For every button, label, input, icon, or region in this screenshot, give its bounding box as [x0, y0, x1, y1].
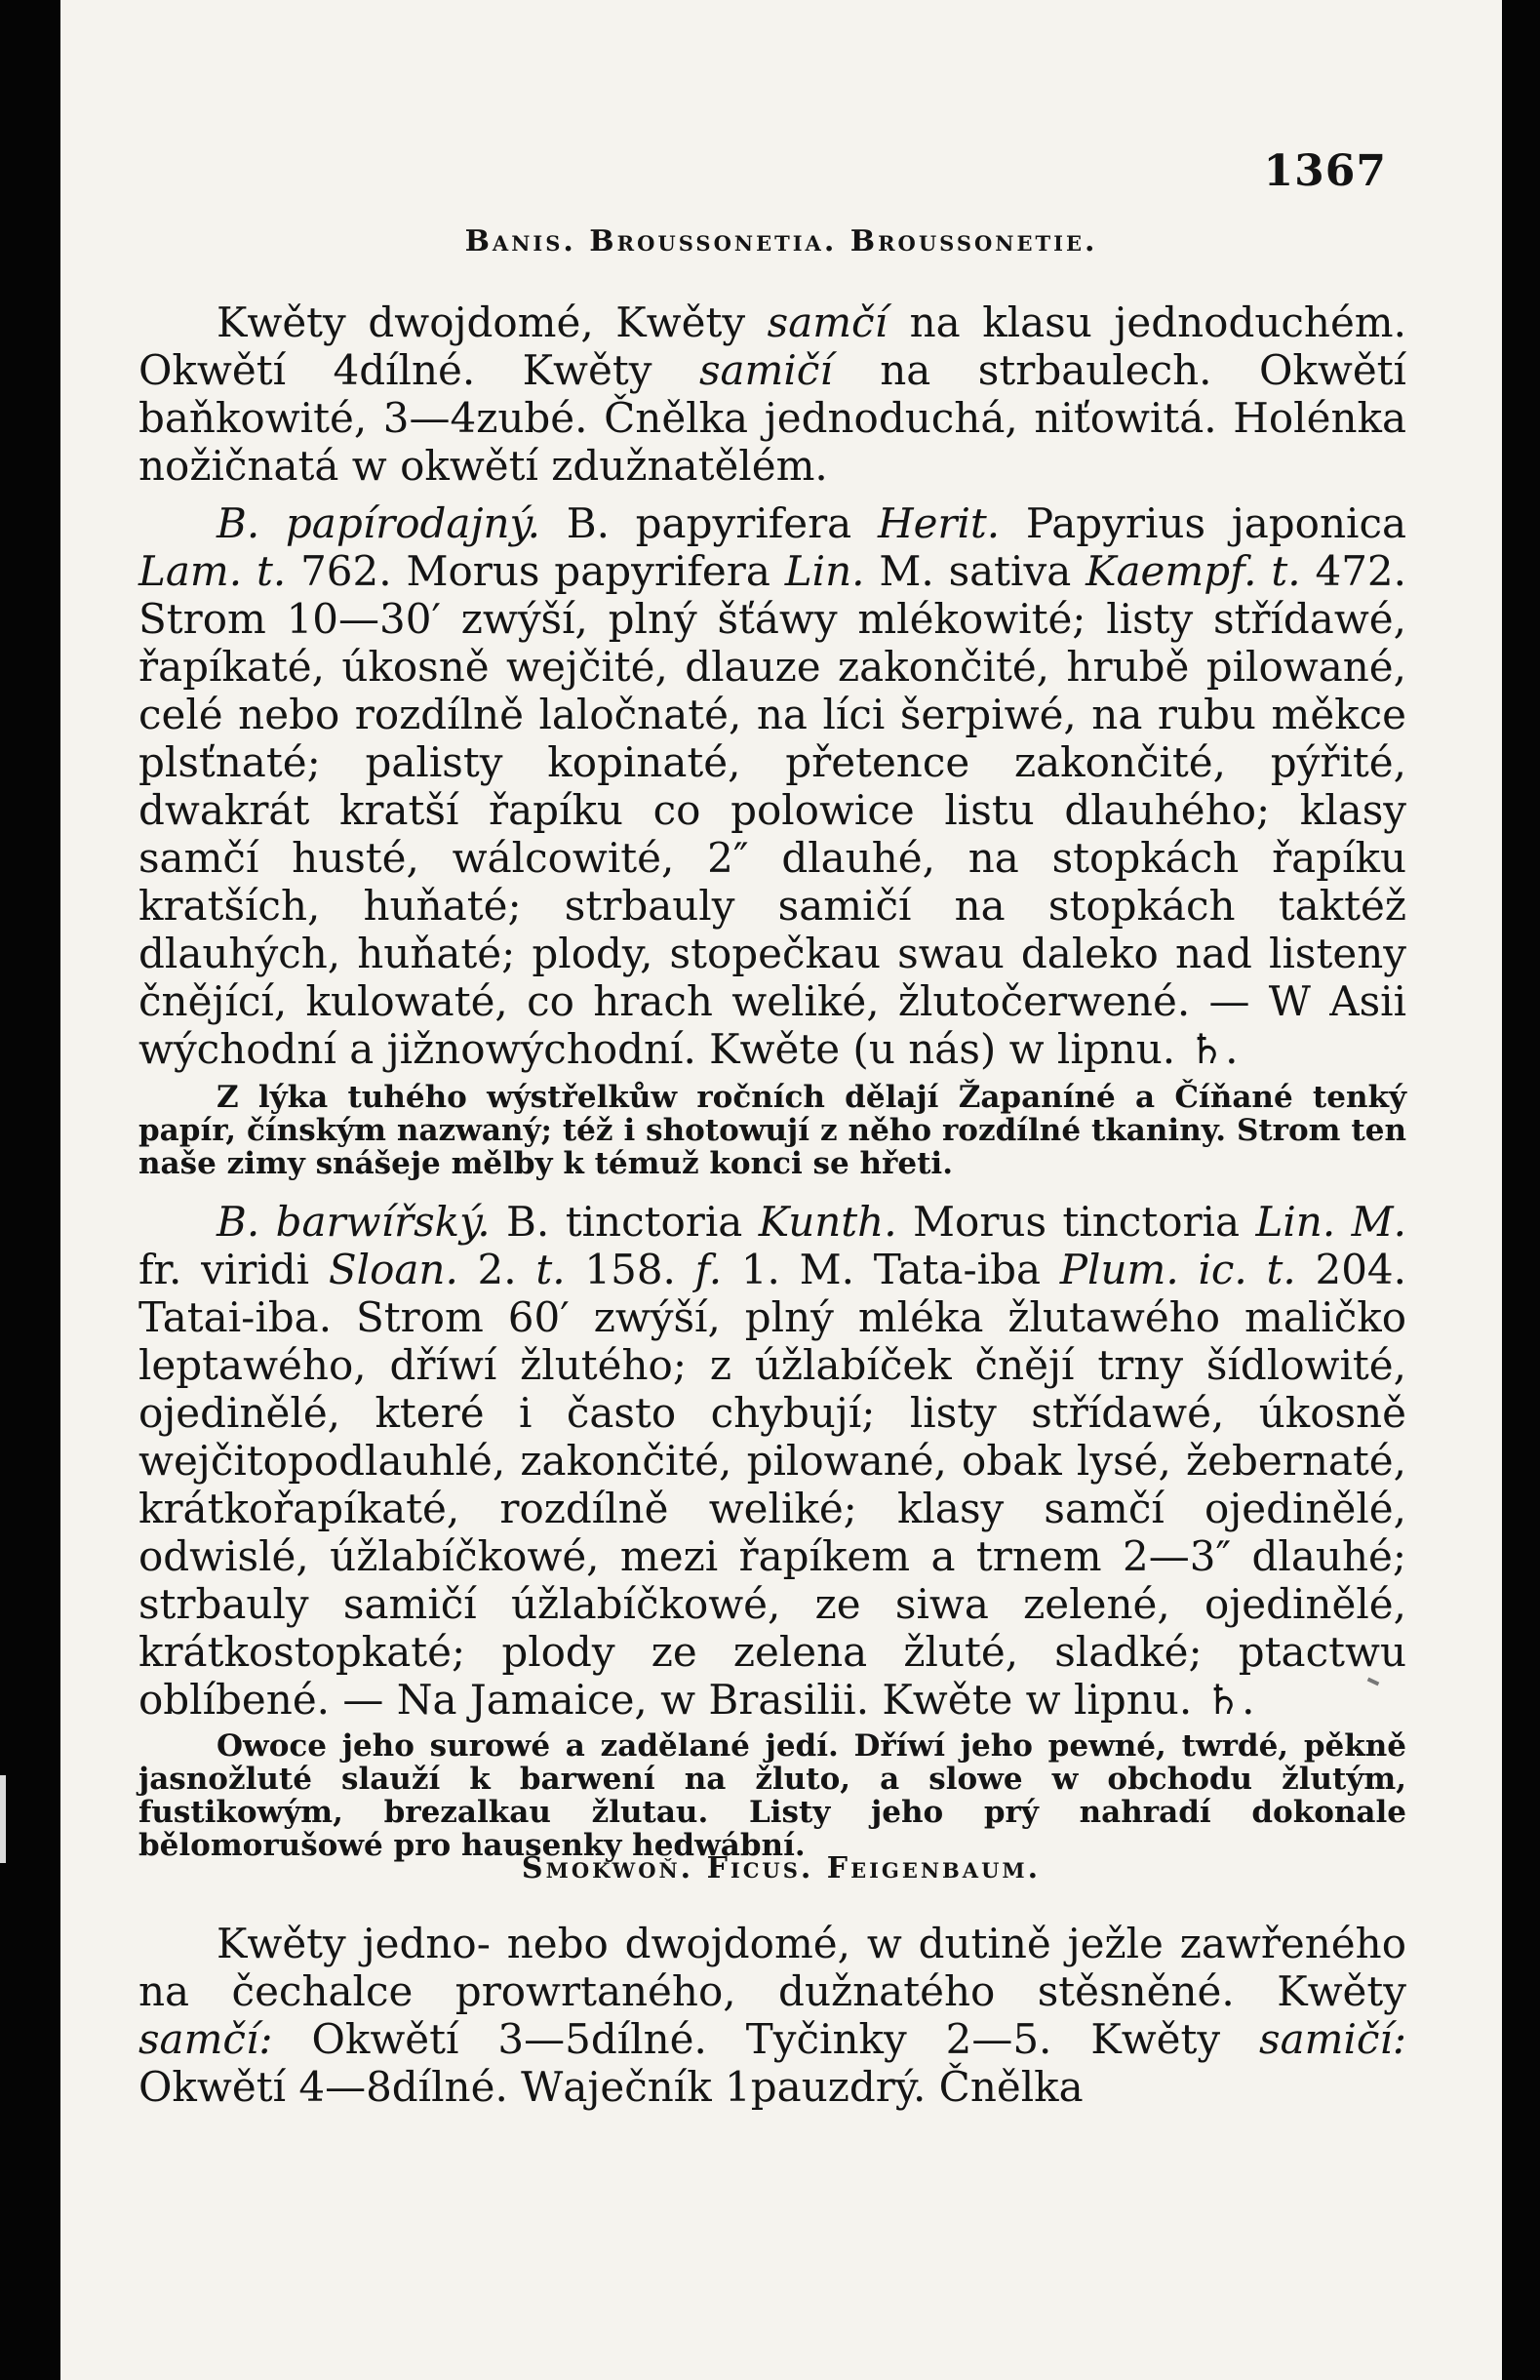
page-number: 1367	[1263, 146, 1387, 196]
species-papyrifera: B. papírodajný. B. papyrifera Herit. Papyrius japonica Lam. t. 762. Morus papyrifera Lin. M. sativa Kaempf. t. 472. Strom 10—30′ zwýší, plný šťáwy mlékowité; listy střídawé, řapíkaté, úkosně wejčité, dlauze zakončité, hrubě pilowané, celé nebo rozdílně laločnaté, na líci šerpiwé, na rubu měkce plsťnaté; palisty kopinaté, přetence zakončité, pýřité, dwakrát kratší řapíku co polowice listu dlauhého; klasy samčí husté, wálcowité, 2″ dlauhé, na stopkách řapíku kratších, huňaté; strbauly samičí na stopkách taktéž dlauhých, huňaté; plody, stopečkau swau daleko nad listeny čnějící, kulowaté, co hrach weliké, žlutočerwené. — W Asii wýchodní a jižnowýchodní. Kwěte (u nás) w lipnu. ♄.	[138, 499, 1407, 1073]
note-tinctoria: Owoce jeho surowé a zadělané jedí. Dříwí jeho pewné, twrdé, pěkně jasnožluté slauží k barwení na žluto, a slowe w obchodu žlutým, fustikowým, brezalkau žlutau. Listy jeho prý nahradí dokonale bělomorušowé pro hausenky hedwábní.	[138, 1728, 1406, 1863]
genus-heading-broussonetia: Bαnis. Broussonetia. Broussonetie.	[464, 224, 1098, 258]
section-broussonetia	[138, 298, 1406, 1862]
genus-description-ficus: Kwěty jedno- nebo dwojdomé, w dutině ježle zawřeného na čechalce prowrtaného, dužnatého stěsněné. Kwěty samčí: Okwětí 3—5dílné. Tyčinky 2—5. Kwěty samičí: Okwětí 4—8dílné. Wаječník 1pauzdrý. Čnělka	[138, 1920, 1406, 2111]
note-papyrifera: Z lýka tuhého wýstřelkůw ročních dělají Žapaníné a Číňané tenký papír, čínským nazwaný; též i shotowují z něho rozdílné tkaniny. Strom ten naše zimy snášeje mělby k témuž konci se hřeti.	[138, 1080, 1406, 1181]
edge-mark-left	[0, 1775, 6, 1863]
species-tinctoria: B. barwířský. B. tinctoria Kunth. Morus tinctoria Lin. M. fr. viridi Sloan. 2. t. 158. f. 1. M. Tata-iba Plum. ic. t. 204. Tatai-iba. Strom 60′ zwýší, plný mléka žlutawého maličko leptawého, dříwí žlutého; z úžlabíček čnějí trny šídlowité, ojedinělé, které i často chybují; listy střídawé, úkosně wejčitopodlauhlé, zakončité, pilowané, obak lysé, žebernaté, krátkořapíkaté, rozdílně weliké; klasy samčí ojedinělé, odwislé, úžlabíčkowé, mezi řapíkem a trnem 2—3″ dlauhé; strbauly samičí úžlabíčkowé, ze siwa zelené, ojedinělé, krátkostopkaté; plody ze zelena žluté, sladké; ptactwu oblíbené. — Na Jamaice, w Brasilii. Kwěte w lipnu. ♄.	[138, 1198, 1407, 1724]
genus-description: Kwěty dwojdomé, Kwěty samčí na klasu jednoduchém. Okwětí 4dílné. Kwěty samičí na strbaulech. Okwětí baňkowité, 3—4zubé. Čnělka jednoduchá, niťowitá. Holénka nožičnatá w okwětí zdužnatělém.	[138, 298, 1406, 490]
section-ficus	[138, 1920, 1406, 2111]
genus-heading-ficus: Smokwoň. Ficus. Feigenbaum.	[521, 1851, 1042, 1885]
book-page	[60, 0, 1502, 2380]
